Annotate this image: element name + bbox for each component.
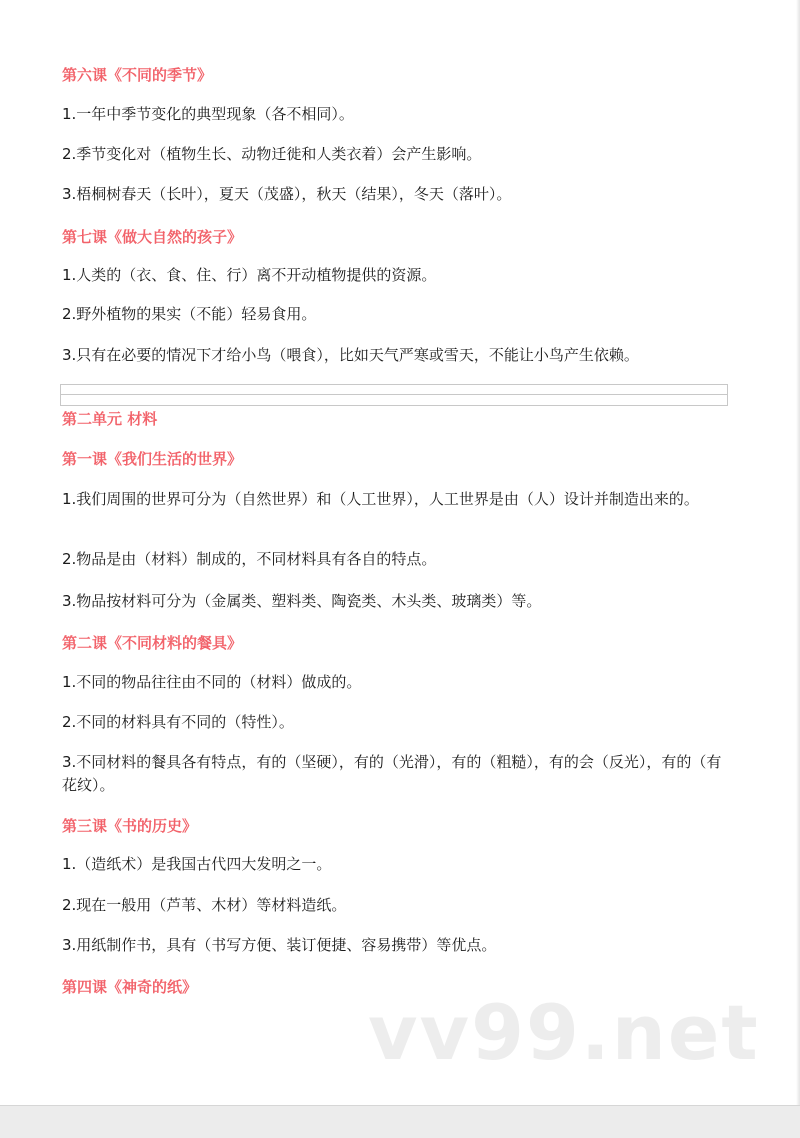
lesson-6-point-2: 2.季节变化对（植物生长、动物迁徙和人类衣着）会产生影响。 bbox=[62, 145, 482, 163]
lesson-7-point-2: 2.野外植物的果实（不能）轻易食用。 bbox=[62, 305, 317, 323]
unit-2-lesson-1-heading: 第一课《我们生活的世界》 bbox=[62, 450, 243, 468]
unit-2-lesson-4-heading: 第四课《神奇的纸》 bbox=[62, 978, 198, 996]
viewer-bottom-band bbox=[0, 1105, 800, 1138]
unit-2-lesson-3-point-3: 3.用纸制作书，具有（书写方便、装订便捷、容易携带）等优点。 bbox=[62, 936, 497, 954]
unit-2-lesson-1-point-1: 1.我们周围的世界可分为（自然世界）和（人工世界），人工世界是由（人）设计并制造出来的。 bbox=[62, 490, 699, 508]
lesson-7-heading: 第七课《做大自然的孩子》 bbox=[62, 228, 243, 246]
unit-2-lesson-2-point-2: 2.不同的材料具有不同的（特性）。 bbox=[62, 713, 294, 731]
unit-2-lesson-3-heading: 第三课《书的历史》 bbox=[62, 817, 198, 835]
section-separator bbox=[60, 384, 728, 406]
lesson-6-point-3: 3.梧桐树春天（长叶），夏天（茂盛），秋天（结果），冬天（落叶）。 bbox=[62, 185, 512, 203]
unit-2-lesson-1-point-3: 3.物品按材料可分为（金属类、塑料类、陶瓷类、木头类、玻璃类）等。 bbox=[62, 592, 542, 610]
lesson-7-point-3: 3.只有在必要的情况下才给小鸟（喂食），比如天气严寒或雪天，不能让小鸟产生依赖。 bbox=[62, 346, 639, 364]
unit-2-lesson-2-point-1: 1.不同的物品往往由不同的（材料）做成的。 bbox=[62, 673, 362, 691]
unit-2-lesson-3-point-1: 1.（造纸术）是我国古代四大发明之一。 bbox=[62, 855, 332, 873]
unit-2-heading: 第二单元 材料 bbox=[62, 410, 158, 428]
unit-2-lesson-1-point-2: 2.物品是由（材料）制成的，不同材料具有各自的特点。 bbox=[62, 550, 437, 568]
unit-2-lesson-2-point-3: 3.不同材料的餐具各有特点，有的（坚硬），有的（光滑），有的（粗糙），有的会（反光），有的（有花纹）。 bbox=[62, 753, 722, 794]
watermark: vv99.net bbox=[368, 988, 760, 1077]
unit-2-lesson-3-point-2: 2.现在一般用（芦苇、木材）等材料造纸。 bbox=[62, 896, 347, 914]
page-edge bbox=[796, 0, 800, 1105]
lesson-7-point-1: 1.人类的（衣、食、住、行）离不开动植物提供的资源。 bbox=[62, 266, 437, 284]
lesson-6-heading: 第六课《不同的季节》 bbox=[62, 66, 213, 84]
unit-2-lesson-2-heading: 第二课《不同材料的餐具》 bbox=[62, 634, 243, 652]
lesson-6-point-1: 1.一年中季节变化的典型现象（各不相同）。 bbox=[62, 105, 354, 123]
